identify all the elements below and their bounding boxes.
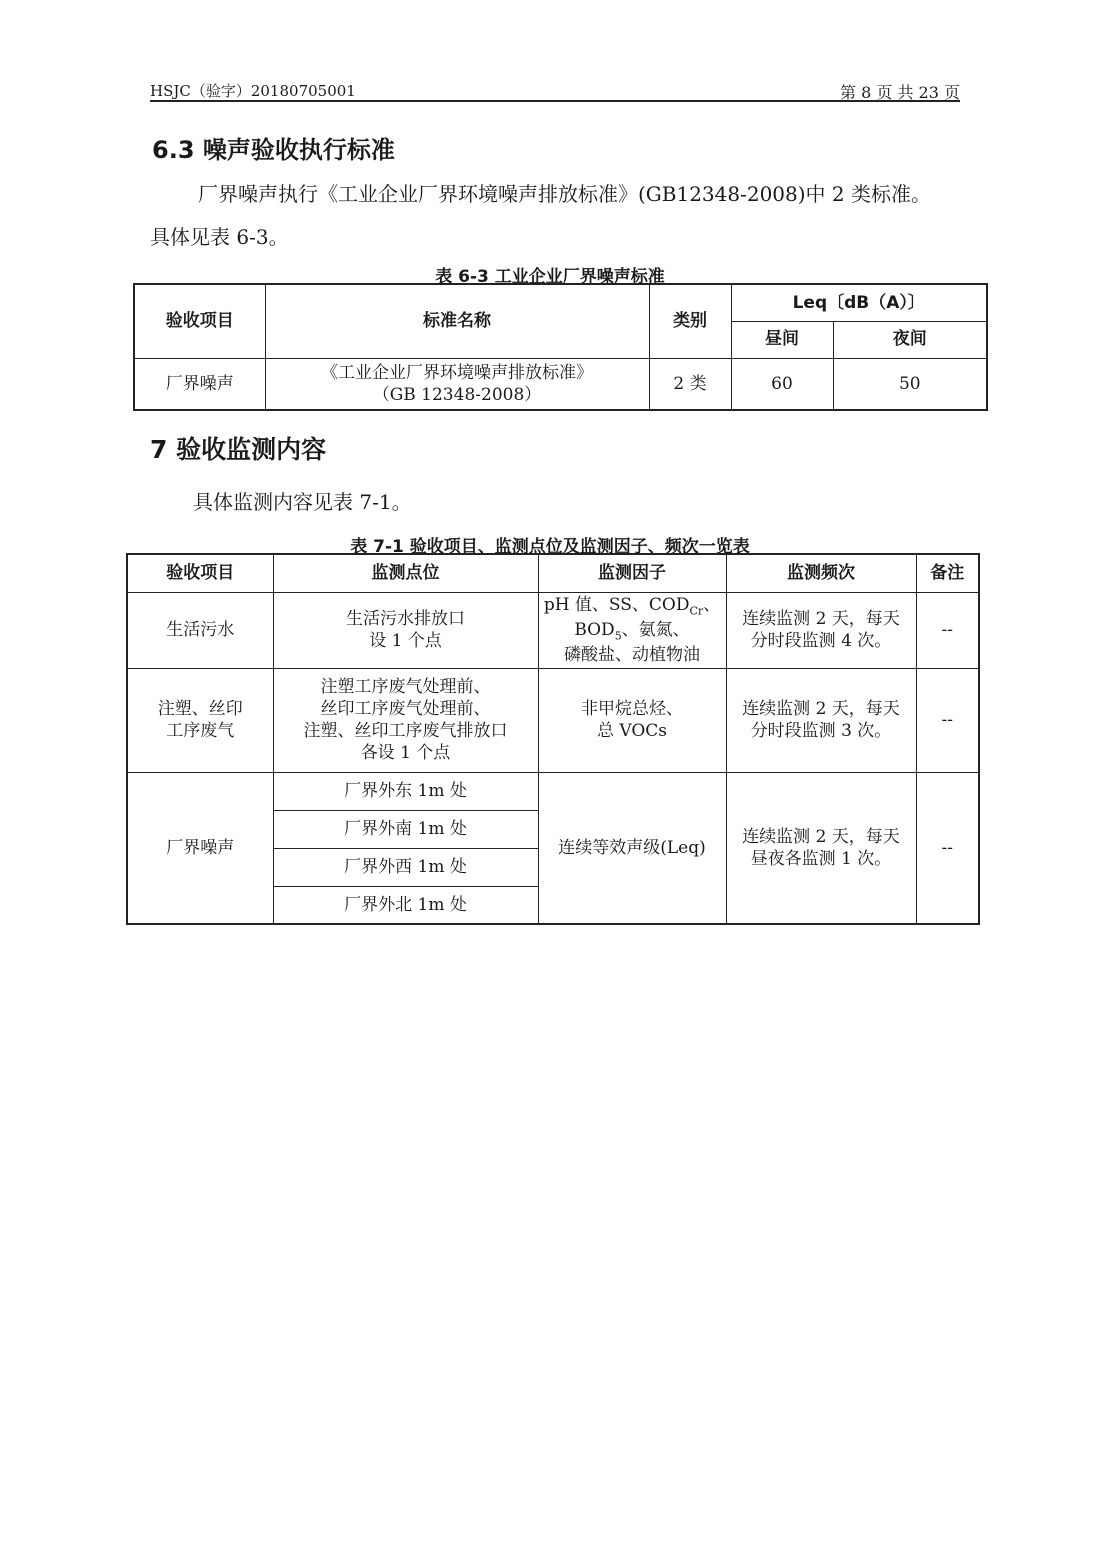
cell-factors: 连续等效声级(Leq) <box>538 772 726 924</box>
page-header <box>150 78 960 102</box>
col-header-night: 夜间 <box>833 321 987 358</box>
cell-point: 厂界外北 1m 处 <box>273 886 538 924</box>
col-header-points: 监测点位 <box>273 554 538 592</box>
cell-point: 厂界外南 1m 处 <box>273 810 538 848</box>
cell-point: 厂界外东 1m 处 <box>273 772 538 810</box>
table-7-1-caption: 表 7-1 验收项目、监测点位及监测因子、频次一览表 <box>350 537 750 557</box>
points-line: 各设 1 个点 <box>360 743 451 764</box>
section-7-paragraph: 具体监测内容见表 7-1。 <box>193 490 412 514</box>
table-row <box>127 668 979 772</box>
frequency-line: 连续监测 2 天，每天 <box>742 608 900 629</box>
frequency-line: 连续监测 2 天，每天 <box>742 826 900 847</box>
col-header-class: 类别 <box>649 284 731 358</box>
table-7-1 <box>126 553 980 925</box>
cell-factors <box>538 592 726 668</box>
page-number: 第 8 页 共 23 页 <box>840 83 960 102</box>
frequency-line: 分时段监测 3 次。 <box>750 721 892 741</box>
factors-line: 磷酸盐、动植物油 <box>564 644 700 665</box>
table-row <box>127 772 979 810</box>
section-6-3-paragraph-line1: 厂界噪声执行《工业企业厂界环境噪声排放标准》(GB12348-2008)中 2 类标准。 <box>198 182 931 206</box>
col-header-standard: 标准名称 <box>265 284 649 358</box>
col-header-day: 昼间 <box>731 321 833 358</box>
cell-item: 厂界噪声 <box>127 772 273 924</box>
table-6-3-caption: 表 6-3 工业企业厂界噪声标准 <box>435 267 665 287</box>
cell-item <box>127 668 273 772</box>
points-line: 注塑工序废气处理前、 <box>320 676 491 697</box>
cell-standard <box>265 358 649 410</box>
cell-factors <box>538 668 726 772</box>
points-line: 注塑、丝印工序废气排放口 <box>303 721 508 741</box>
section-6-3-title: 6.3 噪声验收执行标准 <box>152 136 395 164</box>
cell-frequency <box>726 592 916 668</box>
col-header-frequency: 监测频次 <box>726 554 916 592</box>
cell-frequency <box>726 772 916 924</box>
cell-points <box>273 668 538 772</box>
factors-line: 非甲烷总烃、 <box>581 698 683 719</box>
cell-remark: -- <box>916 668 979 772</box>
points-line: 设 1 个点 <box>369 631 442 651</box>
table-row <box>127 592 979 668</box>
col-header-factors: 监测因子 <box>538 554 726 592</box>
table-6-3 <box>133 283 988 411</box>
standard-code: （GB 12348-2008） <box>372 384 542 405</box>
standard-name: 《工业企业厂界环境噪声排放标准》 <box>321 362 593 383</box>
col-header-item: 验收项目 <box>127 554 273 592</box>
section-6-3-paragraph-line2: 具体见表 6-3。 <box>150 225 289 249</box>
cell-class: 2 类 <box>649 358 731 410</box>
points-line: 丝印工序废气处理前、 <box>320 698 491 719</box>
col-header-item: 验收项目 <box>134 284 265 358</box>
frequency-line: 连续监测 2 天，每天 <box>742 698 900 719</box>
section-7-title: 7 验收监测内容 <box>150 435 327 464</box>
item-line: 注塑、丝印 <box>157 698 243 719</box>
col-header-leq: Leq〔dB（A）〕 <box>731 284 987 321</box>
cell-remark: -- <box>916 772 979 924</box>
factors-line: $BOD_5$、氨氮、 <box>574 619 690 643</box>
factors-line: 总 VOCs <box>596 721 668 741</box>
table-row <box>134 358 987 410</box>
cell-points <box>273 592 538 668</box>
frequency-line: 昼夜各监测 1 次。 <box>750 848 892 869</box>
item-line: 工序废气 <box>166 721 235 741</box>
cell-remark: -- <box>916 592 979 668</box>
cell-frequency <box>726 668 916 772</box>
factors-line: pH 值、SS、$COD_{Cr}$、 <box>543 595 721 618</box>
points-line: 生活污水排放口 <box>346 608 465 629</box>
cell-day-limit: 60 <box>731 358 833 410</box>
cell-night-limit: 50 <box>833 358 987 410</box>
cell-item: 生活污水 <box>127 592 273 668</box>
doc-id: HSJC（验字）20180705001 <box>150 82 356 100</box>
frequency-line: 分时段监测 4 次。 <box>750 631 892 651</box>
cell-point: 厂界外西 1m 处 <box>273 848 538 886</box>
cell-item: 厂界噪声 <box>134 358 265 410</box>
col-header-remark: 备注 <box>916 554 979 592</box>
